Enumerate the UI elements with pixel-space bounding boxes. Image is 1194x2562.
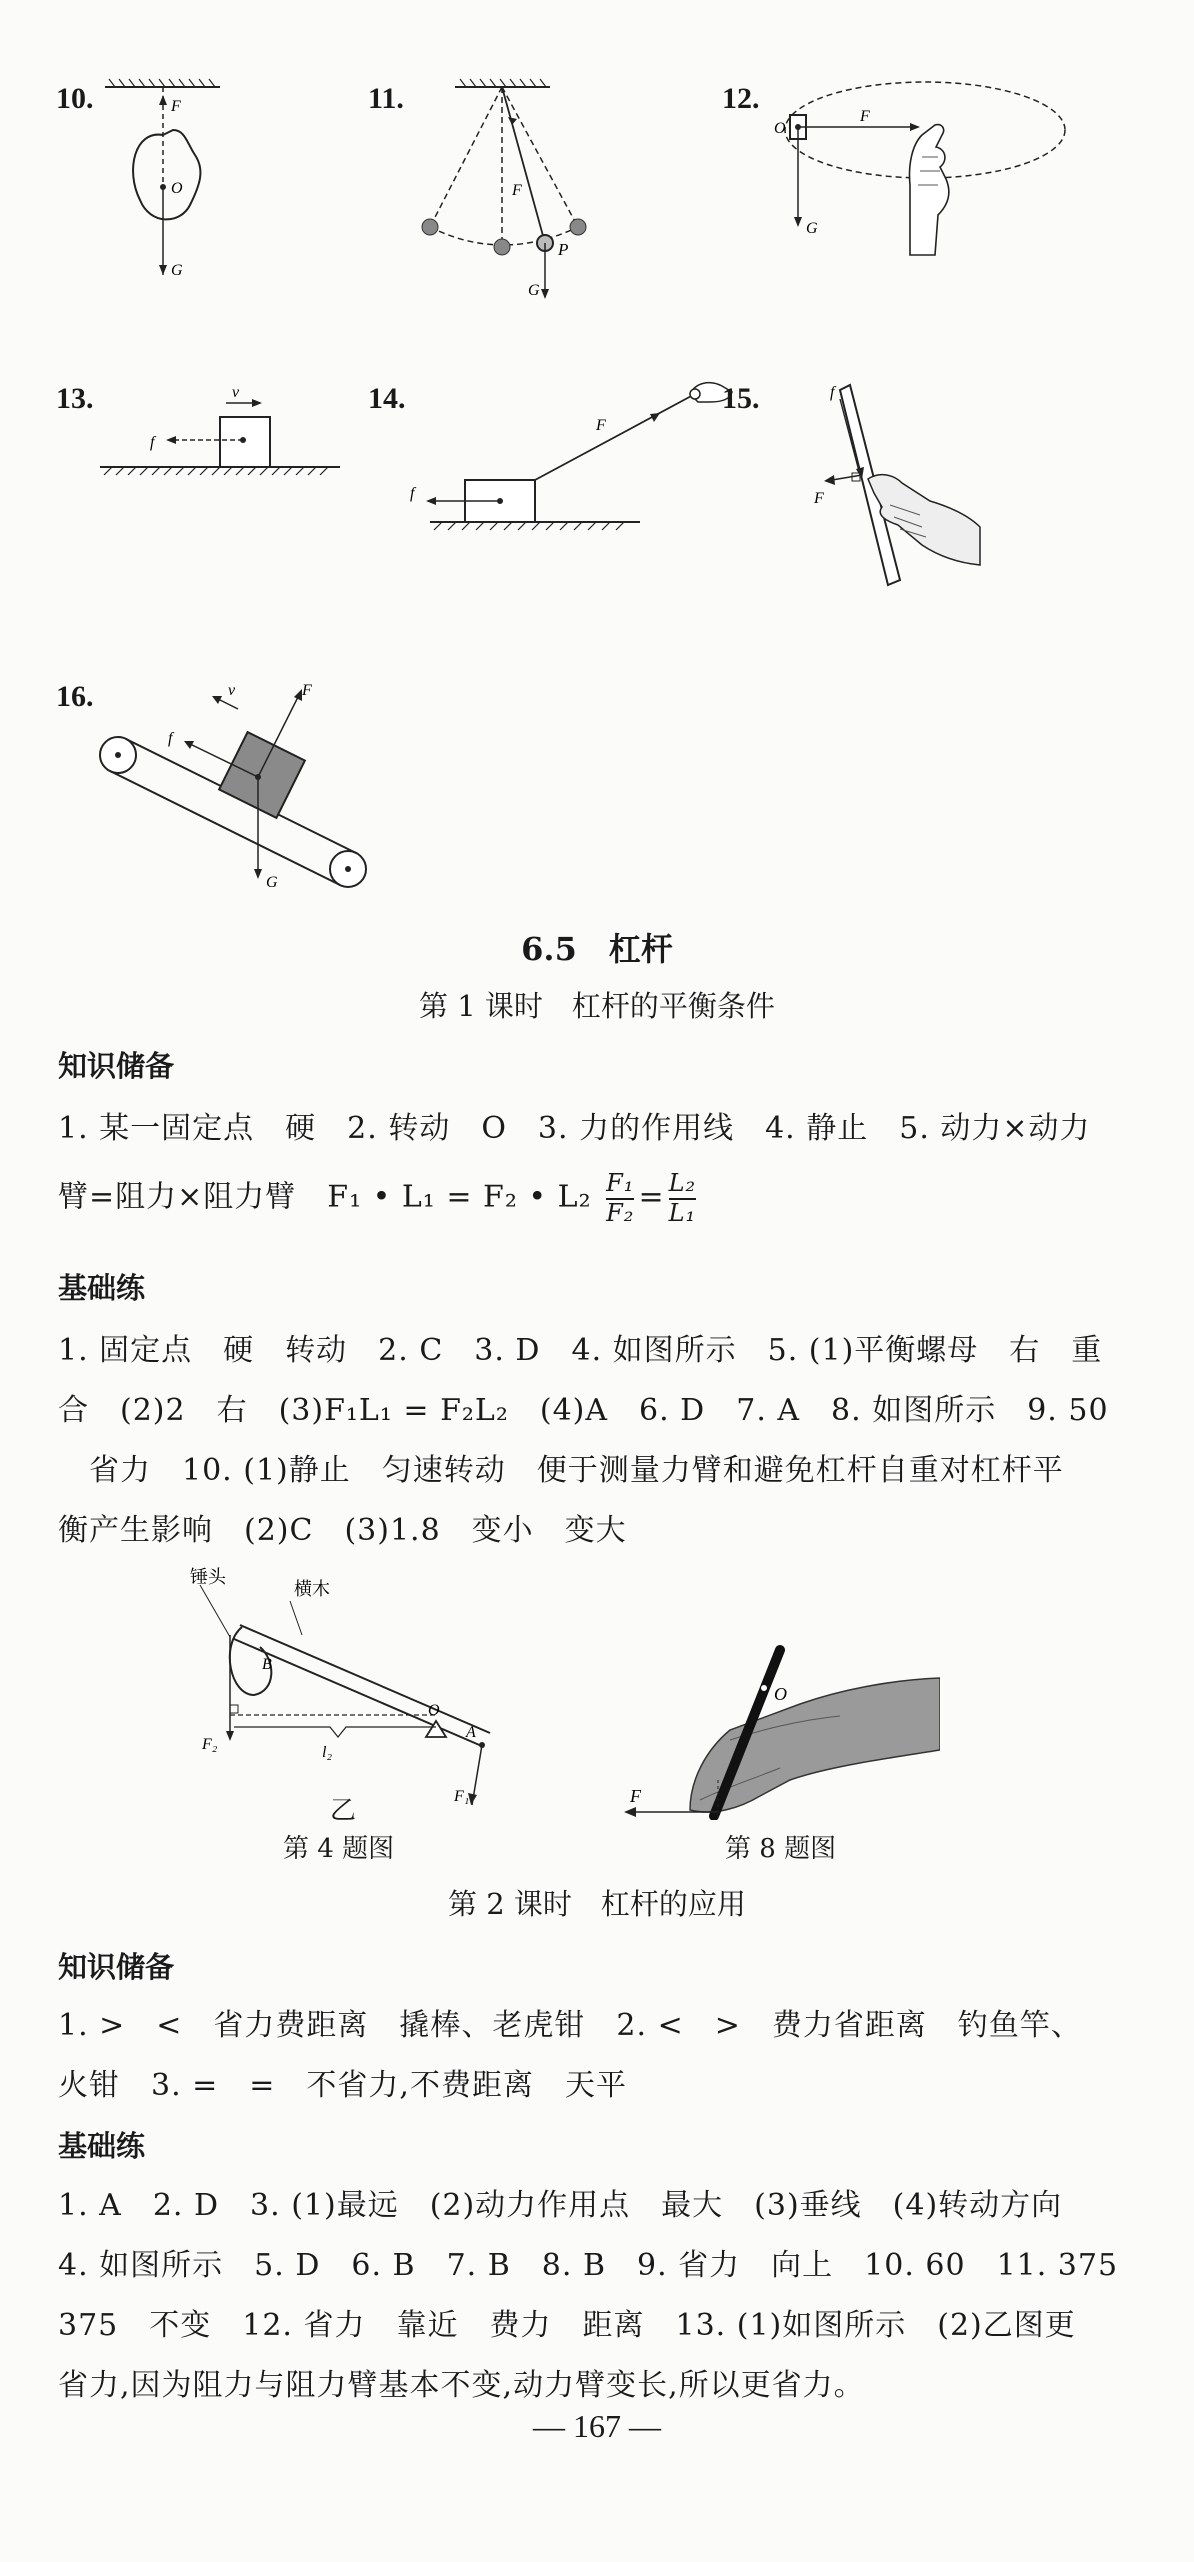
svg-text:G: G [806, 220, 818, 237]
svg-text:O: O [428, 1702, 440, 1719]
svg-text:F₂: F₂ [202, 1736, 218, 1753]
ratio-fraction-arm: $\frac{\text{L₂}}{\text{L₁}}$ [668, 1169, 697, 1227]
svg-text:O: O [774, 120, 786, 137]
figure-10 [95, 75, 235, 285]
lesson-1-knowledge-line-2: 臂=阻力×阻力臂 F₁ • L₁ = F₂ • L₂ $\frac{\text{F₁}}{\text{F₂}}$ = $\frac{\text{L₂}}{\text{L₁}}$ [58, 1169, 697, 1227]
lesson-1-basic-line-2: 合 (2)2 右 (3)F₁L₁ = F₂L₂ (4)A 6. D 7. A 8. 如图所示 9. 50 [58, 1393, 1109, 1428]
lesson-2-knowledge-line-1: 1. > < 省力费距离 撬棒、老虎钳 2. < > 费力省距离 钓鱼竿、 [58, 2008, 1082, 2043]
svg-text:F: F [630, 1786, 641, 1806]
figure-13-number: 13. [56, 382, 94, 415]
lesson-2-title: 第 2 课时 杠杆的应用 [448, 1887, 746, 1921]
figure-4-caption: 第 4 题图 [283, 1834, 395, 1864]
knowledge-line-2-text: 臂=阻力×阻力臂 F₁ • L₁ = F₂ • L₂ [58, 1179, 592, 1215]
svg-text:G: G [266, 874, 278, 891]
figure-4-subcaption: 乙 [330, 1796, 357, 1826]
svg-text:F: F [814, 490, 824, 507]
lesson-2-basic-line-2: 4. 如图所示 5. D 6. B 7. B 8. B 9. 省力 向上 10. 60 11. 375 [58, 2248, 1119, 2283]
svg-text:锤头: 锤头 [190, 1567, 226, 1587]
svg-text:B: B [262, 1656, 272, 1673]
figure-15-number: 15. [722, 382, 760, 415]
svg-text:A: A [466, 1724, 476, 1741]
svg-text:F: F [302, 682, 312, 699]
lesson-1-knowledge-heading: 知识储备 [58, 1049, 175, 1083]
figure-8-diagram [610, 1640, 940, 1820]
svg-text:F: F [512, 182, 522, 199]
lesson-1-basic-line-4: 衡产生影响 (2)C (3)1.8 变小 变大 [58, 1513, 627, 1548]
figure-11-number: 11. [368, 82, 404, 115]
svg-text:横木: 横木 [294, 1579, 330, 1599]
section-title: 6.5 杠杆 [521, 930, 673, 968]
figure-14 [410, 372, 740, 532]
lesson-1-basic-line-1: 1. 固定点 硬 转动 2. C 3. D 4. 如图所示 5. (1)平衡螺母 右 重 [58, 1333, 1103, 1368]
svg-text:O: O [774, 1684, 787, 1704]
figure-12-number: 12. [722, 82, 760, 115]
figure-14-number: 14. [368, 382, 406, 415]
svg-text:f: f [168, 730, 173, 747]
lesson-1-knowledge-line-1: 1. 某一固定点 硬 2. 转动 O 3. 力的作用线 4. 静止 5. 动力×动力 [58, 1111, 1091, 1146]
lesson-1-basic-line-3: 省力 10. (1)静止 匀速转动 便于测量力臂和避免杠杆自重对杠杆平 [58, 1453, 1064, 1488]
svg-text:v: v [228, 682, 236, 699]
lesson-2-basic-line-1: 1. A 2. D 3. (1)最远 (2)动力作用点 最大 (3)垂线 (4)转动方向 [58, 2188, 1063, 2223]
fig10-label-F: F [171, 98, 181, 115]
figure-10-number: 10. [56, 82, 94, 115]
figure-15 [790, 375, 990, 595]
figure-16-number: 16. [56, 680, 94, 713]
svg-text:F: F [596, 417, 606, 434]
figure-4-diagram [190, 1565, 530, 1805]
svg-text:f: f [150, 434, 155, 451]
figure-11 [400, 75, 600, 305]
svg-text:F: F [860, 108, 870, 125]
lesson-1-basic-heading: 基础练 [58, 1271, 146, 1305]
ratio-fraction-force: $\frac{\text{F₁}}{\text{F₂}}$ [606, 1169, 635, 1227]
page-number: — 167 — [533, 2408, 661, 2444]
lesson-2-basic-heading: 基础练 [58, 2129, 146, 2163]
svg-text:F₁: F₁ [454, 1788, 470, 1805]
svg-text:f: f [410, 485, 415, 502]
lesson-2-basic-line-4: 省力,因为阻力与阻力臂基本不变,动力臂变长,所以更省力。 [58, 2368, 865, 2403]
lesson-1-title: 第 1 课时 杠杆的平衡条件 [419, 989, 775, 1023]
figure-12 [760, 75, 1070, 275]
svg-text:P: P [558, 240, 569, 259]
fig10-label-O: O [171, 180, 183, 197]
svg-text:l₂: l₂ [322, 1744, 333, 1761]
figure-13 [90, 375, 350, 485]
svg-text:f: f [830, 384, 835, 401]
lesson-2-knowledge-heading: 知识储备 [58, 1950, 175, 1984]
svg-text:v: v [232, 384, 240, 401]
figure-16 [90, 665, 390, 905]
lesson-2-knowledge-line-2: 火钳 3. = = 不省力,不费距离 天平 [58, 2068, 627, 2103]
fig10-label-G: G [171, 262, 183, 279]
lesson-2-basic-line-3: 375 不变 12. 省力 靠近 费力 距离 13. (1)如图所示 (2)乙图更 [58, 2308, 1076, 2343]
figure-8-caption: 第 8 题图 [725, 1834, 837, 1864]
svg-text:G: G [528, 282, 540, 299]
